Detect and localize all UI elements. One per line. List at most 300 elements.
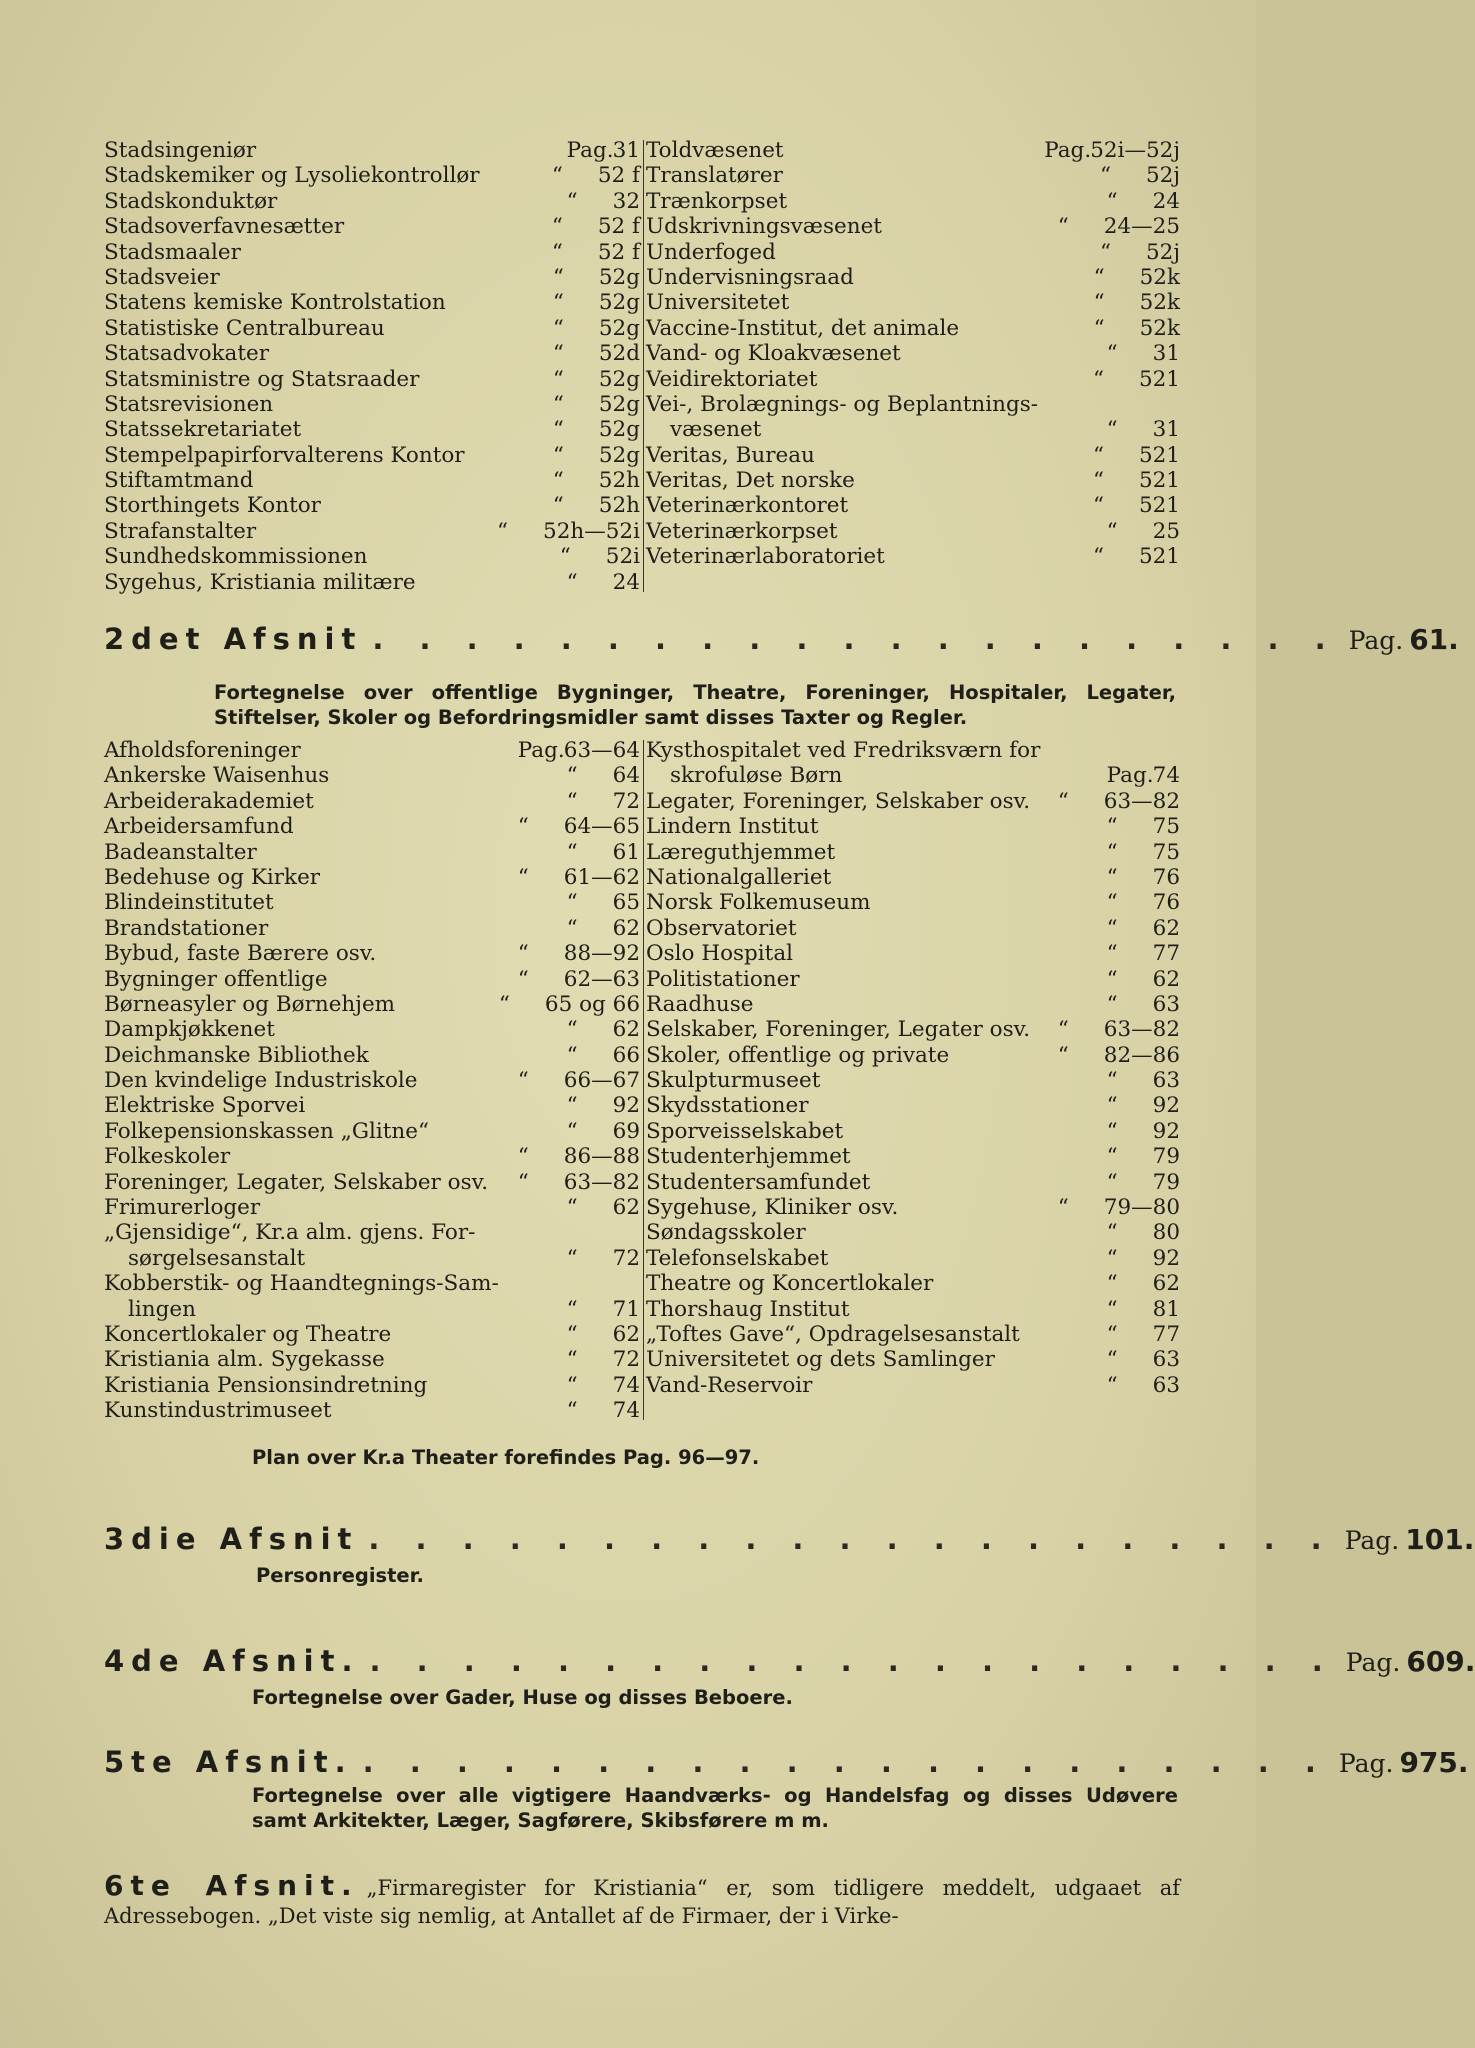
entry-page: 24: [612, 569, 640, 595]
index-entry: [104, 865, 640, 890]
entry-page: 52k: [1139, 264, 1180, 290]
entry-ditto-mark: “: [517, 941, 529, 967]
entry-name: Kristiania alm. Sygekasse: [104, 1347, 385, 1373]
entry-name: Kobberstik- og Haandtegnings-Sam-: [104, 1271, 499, 1297]
entry-page: 92: [612, 1093, 640, 1119]
entry-page: 52 f: [597, 163, 640, 189]
index-entry: [104, 519, 640, 544]
index-entry: [104, 1398, 640, 1423]
entry-name: Theatre og Koncertlokaler: [646, 1271, 934, 1297]
entry-ditto-mark: “: [1092, 366, 1104, 392]
index-entry: [646, 468, 1180, 493]
index-entry: [104, 265, 640, 290]
entry-name: Badeanstalter: [104, 839, 257, 865]
entry-ditto-mark: “: [1106, 966, 1118, 992]
entry-ditto-mark: “: [559, 544, 571, 570]
section-6-title: 6te Afsnit.: [104, 1869, 359, 1902]
section-6-paragraph: [104, 1869, 1180, 1930]
index-entry: [646, 967, 1180, 992]
index-entry: [104, 570, 640, 595]
index-entry: [646, 789, 1180, 814]
entry-name: Frimurerloger: [104, 1195, 261, 1221]
entry-name: Statsadvokater: [104, 341, 270, 367]
entry-name: Trænkorpset: [646, 188, 788, 214]
entry-page: 75: [1152, 814, 1180, 840]
entry-ditto-mark: “: [566, 1321, 578, 1347]
section-3-heading: [104, 1522, 1475, 1556]
entry-ditto-mark: “: [1106, 1271, 1118, 1297]
entry-ditto-mark: “: [1057, 788, 1069, 814]
entry-page: 72: [612, 788, 640, 814]
section-3-description: Personregister.: [256, 1564, 424, 1587]
index-entry: [104, 493, 640, 518]
entry-ditto-mark: “: [1106, 1245, 1118, 1271]
entry-name: Lindern Institut: [646, 814, 819, 840]
entry-ditto-mark: “: [566, 188, 578, 214]
leader-dots: . . . . . . . . . . . . . . . . . . . . .: [362, 1745, 1329, 1779]
entry-ditto-mark: “: [551, 163, 563, 189]
entry-ditto-mark: Pag.: [517, 738, 565, 763]
entry-page: 63: [1152, 1347, 1180, 1373]
entry-name: Veterinærkorpset: [646, 518, 838, 544]
index-entry: [646, 443, 1180, 468]
entry-page: 25: [1152, 518, 1180, 544]
entry-ditto-mark: “: [517, 1068, 529, 1094]
entry-ditto-mark: “: [1106, 417, 1118, 443]
entry-page: 76: [1152, 864, 1180, 890]
section-4-page-number: 609.: [1406, 1645, 1475, 1678]
entry-ditto-mark: “: [1106, 1347, 1118, 1373]
entry-page: 62: [612, 1195, 640, 1221]
entry-ditto-mark: “: [552, 468, 564, 494]
entry-name: Bybud, faste Bærere osv.: [104, 941, 377, 967]
entry-page: 71: [612, 1296, 640, 1322]
entry-page: 75: [1152, 839, 1180, 865]
leader-dots: . . . . . . . . . . . . . . . . . . . . .: [372, 622, 1339, 656]
index-entry: [646, 814, 1180, 839]
entry-page: 52j: [1145, 163, 1180, 189]
index-1-right-column: [646, 138, 1180, 570]
entry-name: Politistationer: [646, 966, 800, 992]
entry-name: „Toftes Gave“, Opdragelsesanstalt: [646, 1321, 1020, 1347]
index-entry: [104, 916, 640, 941]
entry-page: 62: [612, 1321, 640, 1347]
index-entry: [646, 1017, 1180, 1042]
entry-page: 72: [612, 1347, 640, 1373]
entry-name: Norsk Folkemuseum: [646, 890, 871, 916]
index-entry: [646, 1271, 1180, 1296]
index-entry: [646, 1297, 1180, 1322]
index-entry: [104, 763, 640, 788]
entry-page: 521: [1138, 442, 1180, 468]
entry-name: Ankerske Waisenhus: [104, 763, 330, 789]
entry-name: Studentersamfundet: [646, 1169, 871, 1195]
index-entry: [646, 1170, 1180, 1195]
entry-ditto-mark: “: [1106, 915, 1118, 941]
entry-ditto-mark: “: [517, 1169, 529, 1195]
entry-page: 52g: [598, 417, 640, 443]
column-divider: [643, 740, 644, 1420]
entry-name: Bedehuse og Kirker: [104, 864, 321, 890]
entry-page: 52g: [598, 315, 640, 341]
index-entry: [104, 214, 640, 239]
index-entry: [646, 493, 1180, 518]
entry-page: 52i—52j: [1090, 138, 1180, 163]
entry-page: 88—92: [563, 941, 640, 967]
entry-ditto-mark: “: [552, 442, 564, 468]
entry-name: Bygninger offentlige: [104, 966, 328, 992]
entry-ditto-mark: “: [497, 518, 509, 544]
entry-ditto-mark: “: [566, 1372, 578, 1398]
entry-ditto-mark: Pag.: [1106, 763, 1154, 789]
index-entry: [646, 214, 1180, 239]
index-entry: [104, 1195, 640, 1220]
entry-ditto-mark: “: [1106, 1093, 1118, 1119]
index-entry: [104, 1373, 640, 1398]
entry-name: Strafanstalter: [104, 518, 257, 544]
entry-page: 52g: [598, 391, 640, 417]
section-6-text: „Firmaregister for Kristiania“ er, som tidligere meddelt, udgaaet af Adressebogen. „Det viste sig nemlig, at Antallet af de Firmaer, der i Virke-: [104, 1876, 1180, 1928]
index-1-left-column: [104, 138, 640, 595]
entry-page: 521: [1138, 493, 1180, 519]
entry-name: Afholdsforeninger: [104, 738, 301, 763]
entry-ditto-mark: “: [1092, 493, 1104, 519]
index-entry: [646, 290, 1180, 315]
index-entry: [646, 265, 1180, 290]
section-4-heading: [104, 1644, 1475, 1678]
entry-ditto-mark: “: [1106, 1068, 1118, 1094]
entry-ditto-mark: “: [1106, 518, 1118, 544]
entry-page: 521: [1138, 468, 1180, 494]
entry-ditto-mark: “: [1106, 941, 1118, 967]
index-entry: [104, 738, 640, 763]
entry-name: Skoler, offentlige og private: [646, 1042, 950, 1068]
entry-page: 32: [612, 188, 640, 214]
index-entry: [646, 240, 1180, 265]
entry-name: Veterinærkontoret: [646, 493, 849, 519]
entry-page: 63—82: [1103, 1017, 1180, 1043]
index-entry: [104, 992, 640, 1017]
entry-ditto-mark: “: [517, 814, 529, 840]
entry-page: 81: [1152, 1296, 1180, 1322]
entry-name: lingen: [128, 1296, 196, 1322]
entry-name: Storthingets Kontor: [104, 493, 321, 519]
entry-ditto-mark: “: [1106, 890, 1118, 916]
index-entry: [646, 1220, 1180, 1245]
entry-name: Veritas, Bureau: [646, 442, 815, 468]
entry-name: Translatører: [646, 163, 783, 189]
entry-ditto-mark: “: [566, 788, 578, 814]
entry-name: Veterinærlaboratoriet: [646, 544, 885, 570]
entry-name: Statsministre og Statsraader: [104, 366, 420, 392]
entry-ditto-mark: “: [551, 239, 563, 265]
entry-name: Raadhuse: [646, 991, 754, 1017]
entry-ditto-mark: “: [517, 864, 529, 890]
entry-page: 74: [612, 1398, 640, 1424]
entry-page: 77: [1152, 1321, 1180, 1347]
index-entry: [646, 1119, 1180, 1144]
entry-ditto-mark: “: [517, 1144, 529, 1170]
index-entry: [104, 1246, 640, 1271]
entry-ditto-mark: “: [552, 264, 564, 290]
entry-page: 52i: [605, 544, 640, 570]
entry-ditto-mark: “: [1106, 1296, 1118, 1322]
entry-page: 86—88: [563, 1144, 640, 1170]
entry-page: 31: [1152, 341, 1180, 367]
index-block-2: [104, 738, 1180, 1438]
entry-name: Legater, Foreninger, Selskaber osv.: [646, 788, 1031, 814]
entry-page: 63: [1152, 1068, 1180, 1094]
index-entry: [104, 341, 640, 366]
entry-page: 63—82: [1103, 788, 1180, 814]
entry-name: Børneasyler og Børnehjem: [104, 991, 396, 1017]
index-entry: [104, 1170, 640, 1195]
entry-page: 63: [1152, 991, 1180, 1017]
entry-name: Sygehus, Kristiania militære: [104, 569, 416, 595]
entry-page: 64—65: [563, 814, 640, 840]
entry-name: Thorshaug Institut: [646, 1296, 850, 1322]
entry-name: Studenterhjemmet: [646, 1144, 851, 1170]
entry-name: Deichmanske Bibliothek: [104, 1042, 369, 1068]
section-3-pag-label: Pag.: [1344, 1526, 1400, 1555]
entry-page: 76: [1152, 890, 1180, 916]
entry-page: 77: [1152, 941, 1180, 967]
section-5-description: Fortegnelse over alle vigtigere Haandværks- og Handelsfag og disses Udøvere samt Arkitekter, Læger, Sagførere, Skibsførere m m.: [252, 1784, 1178, 1832]
entry-ditto-mark: “: [498, 991, 510, 1017]
entry-ditto-mark: “: [566, 915, 578, 941]
entry-ditto-mark: “: [1106, 1144, 1118, 1170]
entry-ditto-mark: “: [566, 1195, 578, 1221]
index-entry: [646, 1043, 1180, 1068]
index-entry: [646, 392, 1180, 417]
entry-name: Søndagsskoler: [646, 1220, 806, 1246]
entry-name: Kysthospitalet ved Fredriksværn for: [646, 738, 1041, 763]
entry-name: Stadsmaaler: [104, 239, 241, 265]
entry-ditto-mark: “: [566, 569, 578, 595]
entry-ditto-mark: “: [1099, 163, 1111, 189]
entry-name: Den kvindelige Industriskole: [104, 1068, 418, 1094]
entry-ditto-mark: “: [1106, 1169, 1118, 1195]
index-entry: [646, 738, 1180, 763]
index-entry: [646, 316, 1180, 341]
entry-page: 52g: [598, 264, 640, 290]
index-entry: [646, 1373, 1180, 1398]
entry-ditto-mark: “: [1106, 341, 1118, 367]
entry-name: Udskrivningsvæsenet: [646, 214, 882, 240]
section-2-page-number: 61.: [1409, 623, 1459, 656]
index-entry: [646, 1068, 1180, 1093]
index-entry: [646, 163, 1180, 188]
entry-page: 52h—52i: [543, 518, 640, 544]
entry-page: 72: [612, 1245, 640, 1271]
index-entry: [646, 341, 1180, 366]
index-entry: [104, 1068, 640, 1093]
index-entry: [104, 814, 640, 839]
entry-ditto-mark: Pag.: [1044, 138, 1092, 163]
entry-ditto-mark: [1134, 738, 1180, 763]
entry-name: Stempelpapirforvalterens Kontor: [104, 442, 465, 468]
entry-name: Statsrevisionen: [104, 391, 274, 417]
index-entry: [104, 1220, 640, 1245]
entry-ditto-mark: “: [1106, 188, 1118, 214]
index-entry: [646, 865, 1180, 890]
entry-name: Skulpturmuseet: [646, 1068, 821, 1094]
entry-page: 79: [1152, 1169, 1180, 1195]
entry-ditto-mark: “: [1106, 1321, 1118, 1347]
entry-name: Folkeskoler: [104, 1144, 231, 1170]
index-entry: [104, 941, 640, 966]
entry-name: Dampkjøkkenet: [104, 1017, 275, 1043]
entry-page: 52g: [598, 366, 640, 392]
index-entry: [646, 1093, 1180, 1118]
entry-name: Universitetet: [646, 290, 790, 316]
index-entry: [646, 916, 1180, 941]
index-entry: [104, 443, 640, 468]
entry-name: Foreninger, Legater, Selskaber osv.: [104, 1169, 489, 1195]
entry-page: 92: [1152, 1245, 1180, 1271]
entry-ditto-mark: “: [1057, 1195, 1069, 1221]
entry-page: 52k: [1139, 290, 1180, 316]
entry-page: 62—63: [563, 966, 640, 992]
entry-name: Toldvæsenet: [646, 138, 784, 163]
leader-dots: . . . . . . . . . . . . . . . . . . . . .: [369, 1644, 1336, 1678]
section-2-title: 2det Afsnit: [104, 622, 363, 656]
index-entry: [104, 1144, 640, 1169]
entry-name: Veritas, Det norske: [646, 468, 855, 494]
entry-page: 52g: [598, 290, 640, 316]
entry-ditto-mark: [594, 1271, 640, 1296]
entry-page: 63: [1152, 1372, 1180, 1398]
entry-name: Statssekretariatet: [104, 417, 302, 443]
entry-name: Vei-, Brolægnings- og Beplantnings-: [646, 391, 1039, 417]
entry-name: Arbeiderakademiet: [104, 788, 314, 814]
index-entry: [646, 367, 1180, 392]
entry-name: Arbeidersamfund: [104, 814, 294, 840]
entry-page: 66: [612, 1042, 640, 1068]
entry-name: Veidirektoriatet: [646, 366, 818, 392]
section-5-heading: [104, 1745, 1469, 1779]
index-entry: [646, 941, 1180, 966]
entry-page: 79: [1152, 1144, 1180, 1170]
index-entry: [104, 1271, 640, 1296]
entry-page: 62: [612, 915, 640, 941]
entry-page: 24—25: [1103, 214, 1180, 240]
entry-ditto-mark: “: [1092, 544, 1104, 570]
entry-name: Undervisningsraad: [646, 264, 854, 290]
entry-ditto-mark: “: [566, 763, 578, 789]
index-entry: [104, 417, 640, 442]
entry-name: Selskaber, Foreninger, Legater osv.: [646, 1017, 1031, 1043]
entry-name: Stadskemiker og Lysoliekontrollør: [104, 163, 480, 189]
entry-ditto-mark: “: [552, 417, 564, 443]
entry-ditto-mark: “: [1106, 814, 1118, 840]
entry-name: Underfoged: [646, 239, 776, 265]
entry-name: Folkepensionskassen „Glitne“: [104, 1118, 429, 1144]
index-entry: [104, 789, 640, 814]
entry-name: Statistiske Centralbureau: [104, 315, 385, 341]
entry-name: Sygehuse, Kliniker osv.: [646, 1195, 899, 1221]
entry-ditto-mark: Pag.: [566, 138, 614, 163]
entry-page: 65: [612, 890, 640, 916]
entry-name: Nationalgalleriet: [646, 864, 832, 890]
entry-ditto-mark: “: [566, 1347, 578, 1373]
entry-page: 66—67: [563, 1068, 640, 1094]
entry-page: 74: [612, 1372, 640, 1398]
entry-page: 52g: [598, 442, 640, 468]
index-entry: [646, 189, 1180, 214]
index-entry: [646, 417, 1180, 442]
entry-ditto-mark: “: [1057, 214, 1069, 240]
theater-plan-note: Plan over Kr.a Theater forefindes Pag. 96—97.: [252, 1446, 760, 1469]
index-entry: [646, 1322, 1180, 1347]
entry-ditto-mark: “: [566, 1093, 578, 1119]
entry-page: 65 og 66: [544, 991, 640, 1017]
index-entry: [104, 163, 640, 188]
entry-ditto-mark: “: [566, 839, 578, 865]
section-5-title: 5te Afsnit.: [104, 1745, 353, 1779]
entry-ditto-mark: “: [552, 315, 564, 341]
entry-ditto-mark: “: [1106, 839, 1118, 865]
entry-page: 52h: [598, 493, 640, 519]
entry-ditto-mark: “: [1099, 239, 1111, 265]
entry-ditto-mark: “: [1092, 468, 1104, 494]
entry-page: 62: [1152, 1271, 1180, 1297]
entry-ditto-mark: “: [1092, 442, 1104, 468]
entry-name: Skydsstationer: [646, 1093, 809, 1119]
index-entry: [646, 1246, 1180, 1271]
entry-page: 31: [612, 138, 640, 163]
entry-page: 521: [1138, 544, 1180, 570]
entry-name: Vand-Reservoir: [646, 1372, 813, 1398]
entry-name: Stadsingeniør: [104, 138, 257, 163]
index-entry: [104, 189, 640, 214]
entry-ditto-mark: “: [566, 1296, 578, 1322]
entry-name: Sporveisselskabet: [646, 1118, 844, 1144]
index-entry: [104, 1043, 640, 1068]
section-5-page-number: 975.: [1399, 1746, 1469, 1779]
entry-ditto-mark: “: [517, 966, 529, 992]
section-2-description: Fortegnelse over offentlige Bygninger, Theatre, Foreninger, Hospitaler, Legater, Stiftelser, Skoler og Befordringsmidler samt disses Taxter og Regler.: [214, 681, 1176, 729]
entry-name: Kunstindustrimuseet: [104, 1398, 332, 1424]
index-2-right-column: [646, 738, 1180, 1398]
index-entry: [646, 890, 1180, 915]
entry-page: 64: [612, 763, 640, 789]
entry-page: 92: [1152, 1093, 1180, 1119]
index-entry: [104, 1119, 640, 1144]
index-entry: [104, 290, 640, 315]
entry-ditto-mark: “: [1106, 1220, 1118, 1246]
entry-page: 24: [1152, 188, 1180, 214]
entry-page: 52d: [598, 341, 640, 367]
entry-page: 62: [1152, 915, 1180, 941]
index-entry: [646, 1347, 1180, 1372]
entry-ditto-mark: “: [566, 1118, 578, 1144]
entry-name: Vaccine-Institut, det animale: [646, 315, 960, 341]
entry-ditto-mark: “: [1106, 991, 1118, 1017]
index-entry: [104, 316, 640, 341]
entry-page: 79—80: [1103, 1195, 1180, 1221]
entry-name: Telefonselskabet: [646, 1245, 829, 1271]
index-entry: [646, 138, 1180, 163]
entry-ditto-mark: [1134, 392, 1180, 417]
entry-page: 92: [1152, 1118, 1180, 1144]
entry-page: 74: [1152, 763, 1180, 789]
entry-ditto-mark: “: [1106, 1372, 1118, 1398]
entry-name: Observatoriet: [646, 915, 797, 941]
index-entry: [646, 763, 1180, 788]
entry-ditto-mark: “: [552, 290, 564, 316]
entry-page: 62: [1152, 966, 1180, 992]
